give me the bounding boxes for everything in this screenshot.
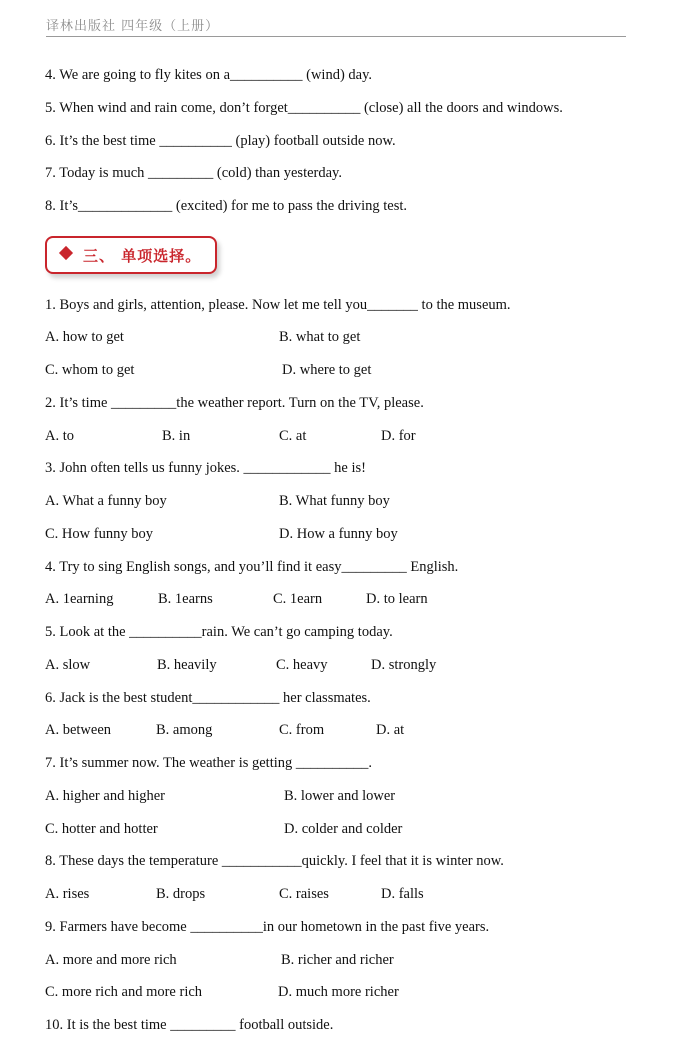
- option: B. richer and richer: [281, 952, 394, 968]
- option: D. strongly: [371, 657, 437, 673]
- question-stem: 1. Boys and girls, attention, please. Now let me tell you_______ to the museum.: [45, 297, 511, 313]
- question-stem: 6. Jack is the best student____________ her classmates.: [45, 690, 371, 706]
- option: A. higher and higher: [45, 788, 165, 804]
- section-header: [45, 236, 217, 274]
- option: C. heavy: [276, 657, 328, 673]
- option: A. how to get: [45, 329, 124, 345]
- section-title: 三、 单项选择。: [83, 247, 202, 265]
- option: A. What a funny boy: [45, 493, 167, 509]
- option: D. much more richer: [278, 984, 399, 1000]
- question-stem: 3. John often tells us funny jokes. ____________ he is!: [45, 460, 366, 476]
- question-stem: 5. Look at the __________rain. We can’t go camping today.: [45, 624, 393, 640]
- option: A. to: [45, 428, 74, 444]
- option: C. at: [279, 428, 307, 444]
- option: D. to learn: [366, 591, 428, 607]
- option: C. from: [279, 722, 325, 738]
- question-stem: 10. It is the best time _________ football outside.: [45, 1017, 334, 1033]
- header-divider: [46, 36, 626, 37]
- option: B. What funny boy: [279, 493, 390, 509]
- fill-blank-item: 4. We are going to fly kites on a__________ (wind) day.: [45, 67, 373, 83]
- option: D. at: [376, 722, 405, 738]
- option: B. lower and lower: [284, 788, 396, 804]
- option: B. heavily: [157, 657, 217, 673]
- option: C. 1earn: [273, 591, 323, 607]
- option: B. drops: [156, 886, 206, 902]
- option: C. hotter and hotter: [45, 821, 158, 837]
- option: C. whom to get: [45, 362, 135, 378]
- question-stem: 4. Try to sing English songs, and you’ll find it easy_________ English.: [45, 559, 459, 575]
- option: B. among: [156, 722, 213, 738]
- option: D. where to get: [282, 362, 372, 378]
- question-stem: 8. These days the temperature ___________quickly. I feel that it is winter now.: [45, 853, 504, 869]
- fill-blank-item: 7. Today is much _________ (cold) than yesterday.: [45, 165, 342, 181]
- option: A. more and more rich: [45, 952, 177, 968]
- question-stem: 2. It’s time _________the weather report. Turn on the TV, please.: [45, 395, 424, 411]
- fill-blank-item: 8. It’s_____________ (excited) for me to pass the driving test.: [45, 198, 408, 214]
- option: C. more rich and more rich: [45, 984, 203, 1000]
- question-stem: 9. Farmers have become __________in our hometown in the past five years.: [45, 919, 490, 935]
- option: C. raises: [279, 886, 329, 902]
- option: C. How funny boy: [45, 526, 153, 542]
- fill-blank-item: 5. When wind and rain come, don’t forget__________ (close) all the doors and windows.: [45, 100, 563, 116]
- option: A. 1earning: [45, 591, 114, 607]
- option: D. colder and colder: [284, 821, 403, 837]
- option: D. How a funny boy: [279, 526, 398, 542]
- question-stem: 7. It’s summer now. The weather is getting __________.: [45, 755, 373, 771]
- option: D. falls: [381, 886, 424, 902]
- fill-blank-item: 6. It’s the best time __________ (play) football outside now.: [45, 133, 396, 149]
- option: B. what to get: [279, 329, 361, 345]
- option: D. for: [381, 428, 416, 444]
- diamond-icon: [59, 246, 73, 260]
- option: A. slow: [45, 657, 91, 673]
- option: A. between: [45, 722, 112, 738]
- option: B. 1earns: [158, 591, 213, 607]
- option: B. in: [162, 428, 191, 444]
- option: A. rises: [45, 886, 90, 902]
- page-header: 译林出版社 四年级（上册）: [46, 19, 220, 34]
